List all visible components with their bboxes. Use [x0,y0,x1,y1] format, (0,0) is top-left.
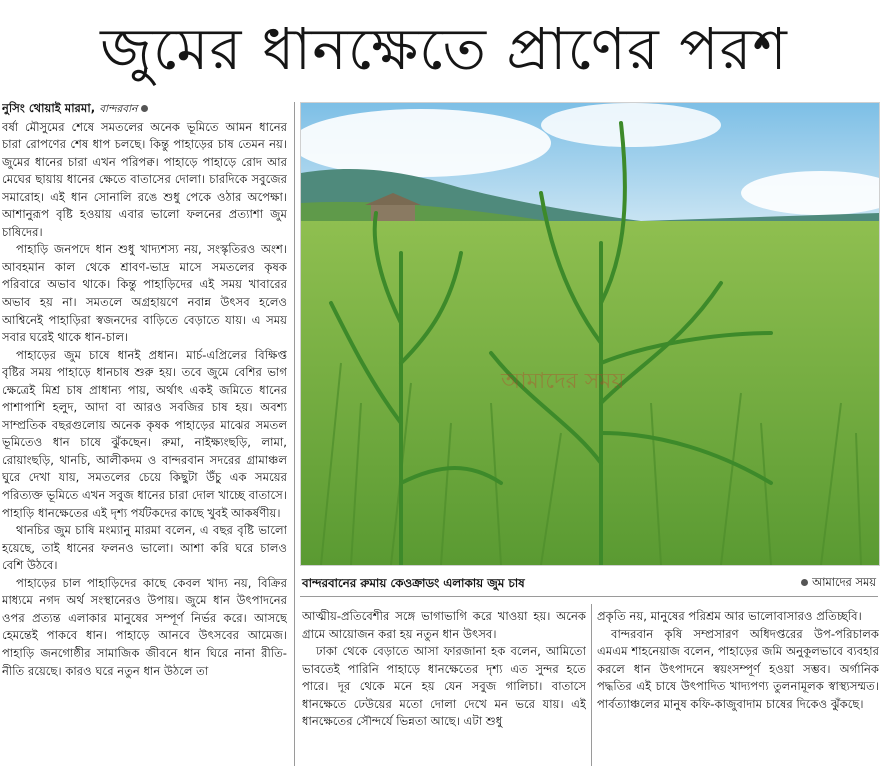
byline-location: বান্দরবান [99,103,138,115]
article-column-1 [2,100,287,765]
paragraph: পাহাড়ের চাল পাহাড়িদের কাছে কেবল খাদ্য নয়, বিক্রির মাধ্যমে নগদ অর্থ সংস্থানেরও উপায়। জুমে ধান উৎপাদনের ওপর প্রত্যন্ত এলাকার মানুষের সম্পূর্ণ নির্ভর করে। আসছে হেমন্তেই পাকবে ধান। পাহাড়ে আনবে উৎসবের আমেজ। পাহাড়ি জনগোষ্ঠীর সামাজিক জীবনে ধান ঘিরে নানা রীতি-নীতি রয়েছে। কারও ঘরে নতুন ধান উঠলে তা [2,575,287,678]
paragraph: ঢাকা থেকে বেড়াতে আসা ফারজানা হক বলেন, আমিতো ভাবতেই পারিনি পাহাড়ে ধানক্ষেতের দৃশ্য এত সুন্দর হতে পারে। দূর থেকে মনে হয় যেন সবুজ গালিচা। বাতাসে ধানক্ষেতে ঢেউয়ের মতো দোলা দেখে মন ভরে যায়। এই ধানক্ষেতের সৌন্দর্যে ভিন্নতা আছে। এটা শুধু [302,644,586,729]
headline: জুমের ধানক্ষেতে প্রাণের পরশ [100,15,788,83]
article-column-2 [302,608,586,768]
jhum-field-illustration [301,103,879,565]
photo-credit-text: আমাদের সময় [812,575,876,589]
article-column-3 [597,608,879,768]
paragraph: পাহাড়ি জনপদে ধান শুধু খাদ্যশস্য নয়, সংস্কৃতিরও অংশ। আবহমান কাল থেকে শ্রাবণ-ভাদ্র মাসে সমতলের কৃষক পরিবারে অভাব থাকে। কিন্তু পাহাড়িদের এই সময় খাবারের অভাব হয় না। সমতলে অগ্রহায়ণে নবান্ন উৎসব হলেও আশ্বিনেই পাহাড়িরা স্বজনদের বাড়িতে বেড়াতে যায়। এ সময় সবার ঘরেই থাকে ধান-চাল। [2,242,287,345]
paragraph: আত্মীয়-প্রতিবেশীর সঙ্গে ভাগাভাগি করে খাওয়া হয়। অনেক গ্রামে আয়োজন করা হয় নতুন ধান উৎসব। [302,609,586,641]
paragraph: প্রকৃতি নয়, মানুষের পরিশ্রম আর ভালোবাসারও প্রতিচ্ছবি। [597,609,862,623]
photo-caption: বান্দরবানের রুমায় কেওক্রাডং এলাকায় জুম চাষ [302,576,525,590]
byline [2,100,287,119]
column-divider [591,604,592,766]
article-photo [300,102,880,566]
bullet-icon [801,579,808,586]
paragraph: বর্ষা মৌসুমের শেষে সমতলের অনেক ভূমিতে আমন ধানের চারা রোপণের শেষ ধাপ চলছে। কিন্তু পাহাড়ের চাষ তেমন নয়। জুমের ধানের চারা এখন পরিপক্ব। পাহাড়ে পাহাড়ে রোদ আর মেঘের ছায়ায় ধানের ক্ষেতে বাতাসের দোলা। চারদিকে সবুজের সমারোহ। এই ধান সোনালি রঙে শুধু পেকে ওঠার অপেক্ষা। আশানুরূপ বৃষ্টি হওয়ায় এবার ভালো ফলনের প্রত্যাশা জুম চাষিদের। [2,119,287,239]
paragraph: পাহাড়ের জুম চাষে ধানই প্রধান। মার্চ-এপ্রিলের বিক্ষিপ্ত বৃষ্টির সময় পাহাড়ে ধানচাষ শুরু হয়। তবে জুমে বেশির ভাগ ক্ষেত্রেই মিশ্র চাষ প্রাধান্য পায়, অর্থাৎ একই জমিতে ধানের পাশাপাশি হলুদ, আদা বা আরও সবজির চাষ হয়। অবশ্য সাম্প্রতিক বছরগুলোয় অনেক কৃষক পাহাড়ের মাঝের সমতল ভূমিতেও ধান চাষে ঝুঁকছেন। রুমা, নাইক্ষ্যংছড়ি, লামা, রোয়াংছড়ি, থানচি, আলীকদম ও বান্দরবান সদরের গ্রামাঞ্চল ঘুরে দেখা যায়, সমতলের চেয়ে কিছুটা উঁচু এক সময়ের পরিত্যক্ত ভূমিতে এখন সবুজ ধানের চারা দোল খাচ্ছে বাতাসে। পাহাড়ি ধানক্ষেতের এই দৃশ্য পর্যটকদের কাছে খুবই আকর্ষণীয়। [2,347,287,520]
paragraph: বান্দরবান কৃষি সম্প্রসারণ অধিদপ্তরের উপ-পরিচালক এমএম শাহনেয়াজ বলেন, পাহাড়ের জমি অনুকূলভাবে ব্যবহার করলে ধান উৎপাদনে স্বয়ংসম্পূর্ণ হওয়া সম্ভব। অর্গানিক পদ্ধতির এই চাষে উৎপাদিত খাদ্যপণ্য তুলনামূলক স্বাস্থ্যসম্মত। পার্বত্যাঞ্চলের মানুষ কফি-কাজুবাদাম চাষের দিকেও ঝুঁকছে। [597,626,879,711]
column-divider [294,102,295,766]
paragraph: থানচির জুম চাষি মংম্যানু মারমা বলেন, এ বছর বৃষ্টি ভালো হয়েছে, তাই ধানের ফলনও ভালো। আশা করি ঘরে চালও বেশি উঠবে। [2,523,287,573]
byline-name: নুসিং থোয়াই মারমা, [2,101,96,115]
photo-credit [801,574,876,593]
photo-caption-row [300,570,878,597]
photo-watermark: আমাদের সময় [501,369,625,394]
bullet-icon [141,105,148,112]
